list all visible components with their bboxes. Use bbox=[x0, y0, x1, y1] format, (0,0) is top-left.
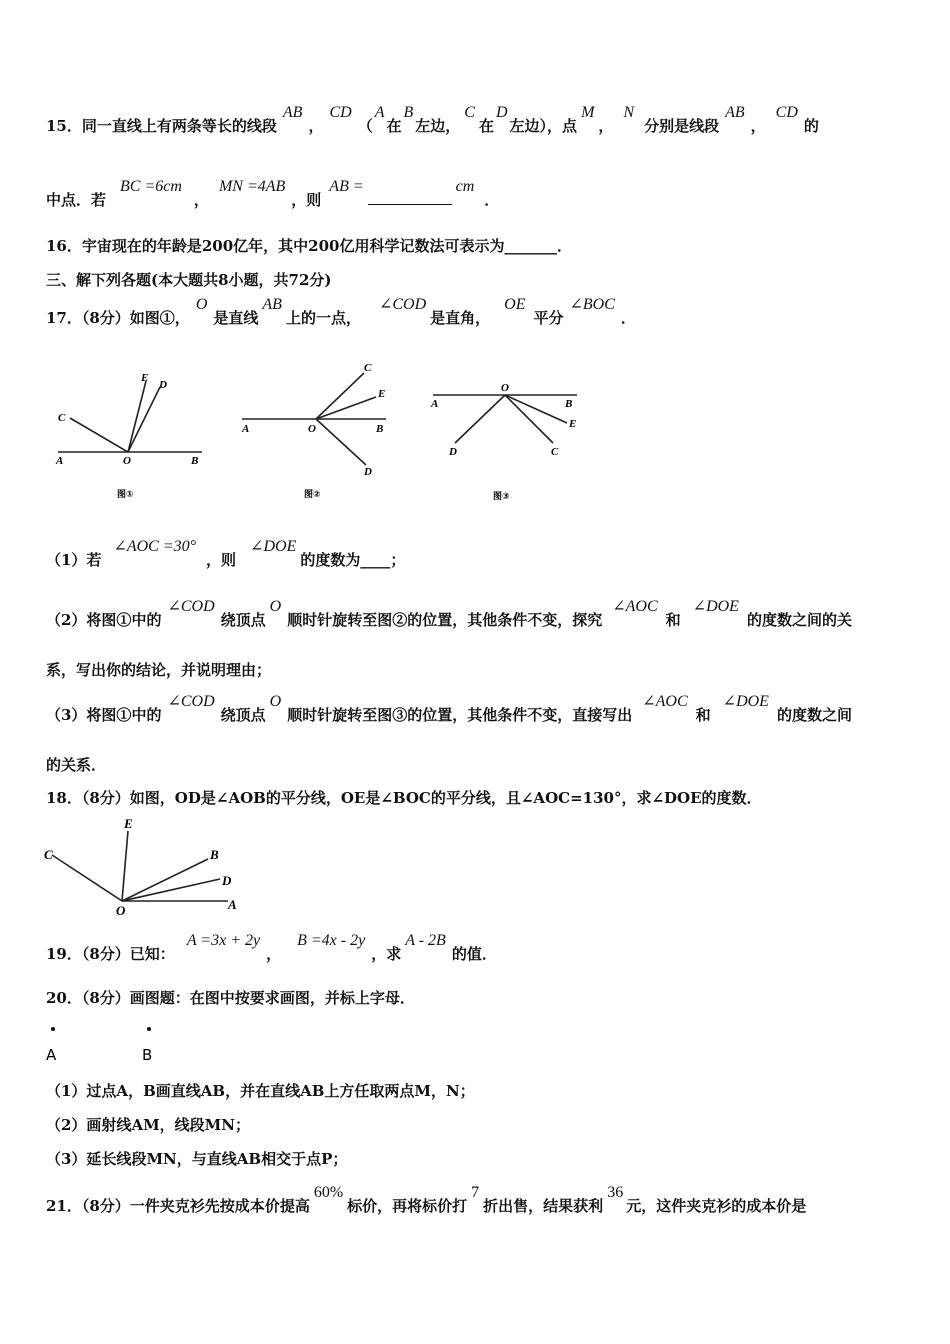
q17-text: 17．（8分）如图①， bbox=[46, 309, 190, 327]
q20-stem bbox=[46, 988, 415, 1008]
label-b: B bbox=[376, 423, 384, 435]
math-angle-aoc: ∠AOC bbox=[642, 693, 688, 710]
label-a: A bbox=[46, 1046, 57, 1064]
label-o: O bbox=[116, 903, 126, 918]
q19-text: ， bbox=[266, 945, 282, 963]
ray-oe bbox=[122, 831, 128, 901]
q17-text: 绕顶点 bbox=[220, 611, 266, 629]
math-m: M bbox=[581, 104, 595, 121]
math-oe: OE bbox=[504, 296, 526, 313]
math-c: C bbox=[464, 104, 475, 121]
math-angle-cod: ∠COD bbox=[167, 598, 215, 615]
q15-text: ， bbox=[750, 117, 766, 135]
label-c: C bbox=[551, 446, 559, 458]
math-ab: AB bbox=[282, 104, 303, 121]
q17-text: 系，写出你的结论，并说明理由； bbox=[46, 661, 272, 679]
q15-text: ，则 bbox=[291, 191, 322, 209]
q17-stem bbox=[46, 296, 636, 329]
q20-text: （3）延长线段MN，与直线AB相交于点P； bbox=[46, 1150, 348, 1168]
math-angle-doe: ∠DOE bbox=[722, 693, 769, 710]
q17-text: ，则 bbox=[206, 551, 237, 569]
label-c: C bbox=[58, 412, 66, 424]
q15-text: （ bbox=[357, 117, 373, 135]
figure-2-caption: 图② bbox=[304, 490, 321, 500]
q17-part3 bbox=[46, 693, 852, 726]
label-b: B bbox=[191, 455, 199, 467]
math-ab-eq: AB = bbox=[329, 178, 364, 195]
math-a-expr: A =3x + 2y bbox=[186, 932, 261, 949]
label-a: A bbox=[228, 897, 237, 912]
q17-text: （2）将图①中的 bbox=[46, 611, 162, 629]
q18-text: 18．（8分）如图，OD是∠AOB的平分线，OE是∠BOC的平分线，且∠AOC=130°，求∠DOE的度数． bbox=[46, 789, 762, 807]
q20-step3 bbox=[46, 1149, 347, 1169]
label-c: C bbox=[364, 362, 372, 374]
ray-oe bbox=[316, 397, 376, 419]
math-a-minus-2b: A - 2B bbox=[405, 932, 446, 949]
math-b: B bbox=[403, 104, 414, 121]
q17-text: 的度数为____； bbox=[300, 551, 406, 569]
ray-od bbox=[316, 419, 366, 465]
q20-step1 bbox=[46, 1081, 475, 1101]
q17-text: 和 bbox=[695, 706, 711, 724]
q19-text: 19．（8分）已知： bbox=[46, 945, 175, 963]
q17-part2-line2 bbox=[46, 660, 271, 680]
q17-part3-line2 bbox=[46, 755, 106, 775]
q15-text: 左边），点 bbox=[509, 117, 578, 135]
label-d: D bbox=[222, 873, 232, 888]
q20-step2 bbox=[46, 1115, 250, 1135]
label-b: B bbox=[210, 847, 219, 862]
q20-text: 20．（8分）画图题：在图中按要求画图，并标上字母． bbox=[46, 989, 415, 1007]
q17-text: 的度数之间的关 bbox=[746, 611, 852, 629]
label-b: B bbox=[142, 1046, 153, 1064]
label-d: D bbox=[364, 466, 372, 478]
math-o: O bbox=[195, 296, 208, 313]
math-cd: CD bbox=[775, 104, 798, 121]
ray-od bbox=[128, 387, 160, 452]
q15-line1 bbox=[46, 104, 819, 137]
ray-oc bbox=[70, 418, 128, 452]
math-a: A bbox=[374, 104, 385, 121]
math-angle-aoc-30: ∠AOC =30° bbox=[113, 538, 197, 555]
label-e: E bbox=[378, 388, 386, 400]
math-7: 7 bbox=[471, 1184, 480, 1201]
q15-text: ， bbox=[598, 117, 614, 135]
ray-oe bbox=[505, 395, 567, 423]
ray-oc bbox=[52, 855, 122, 901]
figure-2 bbox=[236, 355, 396, 505]
math-o: O bbox=[269, 598, 282, 615]
q17-text: 顺时针旋转至图③的位置，其他条件不变，直接写出 bbox=[287, 706, 633, 724]
math-b-expr: B =4x - 2y bbox=[297, 932, 366, 949]
q15-text: 的 bbox=[803, 117, 819, 135]
q15-text: 左边， bbox=[415, 117, 461, 135]
q16-text: 16．宇宙现在的年龄是200亿年，其中200亿用科学记数法可表示为_______． bbox=[46, 237, 572, 255]
q17-part2 bbox=[46, 598, 852, 631]
q17-text: 顺时针旋转至图②的位置，其他条件不变，探究 bbox=[287, 611, 603, 629]
math-ab: AB bbox=[725, 104, 745, 121]
ray-oc bbox=[505, 395, 553, 443]
q18-stem bbox=[46, 788, 762, 808]
q20-text: （2）画射线AM，线段MN； bbox=[46, 1116, 250, 1134]
label-a: A bbox=[242, 423, 250, 435]
label-a: A bbox=[56, 455, 64, 467]
q17-text: （3）将图①中的 bbox=[46, 706, 162, 724]
q17-text: （1）若 bbox=[46, 551, 102, 569]
ray-ob bbox=[122, 859, 208, 901]
math-60-percent: 60% bbox=[313, 1184, 344, 1201]
q19-text: 的值． bbox=[451, 945, 497, 963]
label-e: E bbox=[124, 816, 133, 831]
q15-line2 bbox=[46, 178, 500, 211]
q17-text: 绕顶点 bbox=[220, 706, 266, 724]
q16 bbox=[46, 236, 572, 256]
label-a: A bbox=[431, 398, 439, 410]
figure-3-caption: 图③ bbox=[493, 492, 510, 502]
q15-text: 15．同一直线上有两条等长的线段 bbox=[46, 117, 277, 135]
label-e: E bbox=[141, 372, 149, 384]
q15-text: 分别是线段 bbox=[644, 117, 720, 135]
figure-1 bbox=[50, 365, 210, 505]
q17-text: 和 bbox=[665, 611, 681, 629]
section-title-text: 三、解下列各题(本大题共8小题，共72分) bbox=[46, 271, 332, 289]
q17-text: 的关系． bbox=[46, 756, 107, 774]
math-mn-4ab: MN =4AB bbox=[218, 178, 286, 195]
q17-text: 的度数之间 bbox=[776, 706, 852, 724]
q15-text: ． bbox=[484, 191, 500, 209]
ray-od bbox=[122, 879, 220, 901]
label-o: O bbox=[123, 455, 131, 467]
math-angle-aoc: ∠AOC bbox=[612, 598, 658, 615]
q17-part1 bbox=[46, 538, 406, 571]
math-angle-cod: ∠COD bbox=[378, 296, 427, 313]
point-b-dot bbox=[147, 1027, 151, 1031]
math-ab: AB bbox=[262, 296, 282, 313]
point-a-dot bbox=[51, 1027, 55, 1031]
math-36: 36 bbox=[607, 1184, 624, 1201]
q21-text: 元，这件夹克衫的成本价是 bbox=[626, 1197, 807, 1215]
label-b: B bbox=[565, 398, 573, 410]
math-n: N bbox=[623, 104, 635, 121]
math-cm: cm bbox=[455, 178, 475, 195]
q15-text: 在 bbox=[386, 117, 402, 135]
q19-text: ，求 bbox=[371, 945, 402, 963]
q20-text: （1）过点A，B画直线AB，并在直线AB上方任取两点M，N； bbox=[46, 1082, 475, 1100]
math-angle-doe: ∠DOE bbox=[692, 598, 739, 615]
label-o: O bbox=[501, 382, 509, 394]
label-d: D bbox=[449, 446, 457, 458]
ray-oe bbox=[128, 381, 146, 452]
ray-od bbox=[455, 395, 505, 443]
label-d: D bbox=[159, 379, 167, 391]
math-cd: CD bbox=[329, 104, 352, 121]
q17-text: 是直角， bbox=[430, 309, 491, 327]
q15-text: 中点．若 bbox=[46, 191, 107, 209]
math-o: O bbox=[269, 693, 282, 710]
section-title bbox=[46, 270, 332, 290]
label-e: E bbox=[569, 418, 577, 430]
q15-text: 在 bbox=[478, 117, 494, 135]
q15-text: ， bbox=[193, 191, 209, 209]
q17-text: 是直线 bbox=[213, 309, 259, 327]
q21-text: 标价，再将标价打 bbox=[347, 1197, 468, 1215]
q21-text: 21．（8分）一件夹克衫先按成本价提高 bbox=[46, 1197, 310, 1215]
q21 bbox=[46, 1184, 807, 1217]
q17-text: ． bbox=[620, 309, 636, 327]
math-angle-doe: ∠DOE bbox=[250, 538, 297, 555]
math-angle-cod: ∠COD bbox=[167, 693, 215, 710]
q17-text: 平分 bbox=[533, 309, 564, 327]
q19 bbox=[46, 932, 497, 965]
q15-text: ， bbox=[308, 117, 324, 135]
math-bc-6cm: BC =6cm bbox=[120, 178, 182, 195]
figure-q20 bbox=[40, 1020, 180, 1066]
q17-text: 上的一点， bbox=[285, 309, 361, 327]
figure-1-caption: 图① bbox=[117, 490, 134, 500]
math-d: D bbox=[495, 104, 508, 121]
label-c: C bbox=[44, 847, 53, 862]
figure-3 bbox=[425, 375, 585, 505]
label-o: O bbox=[308, 423, 316, 435]
answer-blank bbox=[368, 204, 452, 205]
math-angle-boc: ∠BOC bbox=[569, 296, 615, 313]
ray-oc bbox=[316, 373, 364, 419]
q21-text: 折出售，结果获利 bbox=[483, 1197, 604, 1215]
figure-q18 bbox=[40, 815, 250, 920]
